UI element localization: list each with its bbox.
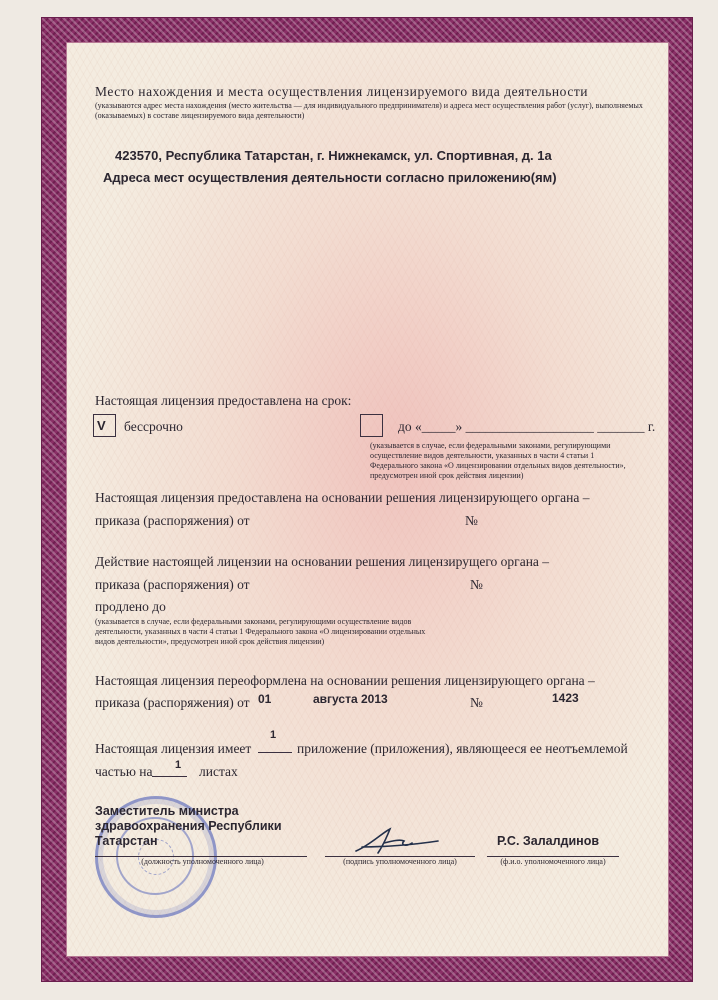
appendix-count-line	[258, 752, 292, 753]
checkbox-mark: V	[97, 418, 106, 433]
location-note: (указываются адрес места нахождения (место жительства — для индивидуального предпринимателя) и адреса мест осуществления работ (услуг), выполняемых (оказываемых) в составе лицензируемого вида деятельности)	[95, 101, 643, 120]
extension-note: (указывается в случае, если федеральными законами, регулирующими осуществление видов деятельности, указанных в части 4 статьи 1 Федерального закона «О лицензировании отдельных видов деятельности», предусмотрен иной срок действия лицензии)	[95, 617, 426, 646]
appendix-text-2: приложение (приложения), являющееся ее неотъемлемой	[297, 741, 628, 756]
appendix-text-3: частью на	[95, 764, 153, 779]
sheets-count-line	[152, 776, 187, 777]
address-line: 423570, Республика Татарстан, г. Нижнекамск, ул. Спортивная, д. 1а	[115, 148, 552, 163]
reissue-order-label: приказа (распоряжения) от	[95, 695, 250, 710]
location-heading: Место нахождения и места осуществления лицензируемого вида деятельности	[95, 84, 589, 99]
name-caption: (ф.и.о. уполномоченного лица)	[500, 857, 606, 866]
appendix-text-4: листах	[199, 764, 238, 779]
handwritten-signature	[352, 823, 442, 859]
reissue-line: Настоящая лицензия переоформлена на основании решения лицензирующего органа –	[95, 673, 595, 688]
sheets-count: 1	[175, 759, 182, 771]
until-checkbox	[360, 414, 383, 437]
reissue-month-year: августа 2013	[313, 692, 388, 706]
basis-order-label: приказа (распоряжения) от	[95, 513, 250, 528]
extended-until-label: продлено до	[95, 599, 166, 614]
unlimited-checkbox	[93, 414, 116, 437]
reissue-day: 01	[258, 692, 272, 706]
signature-caption: (подпись уполномоченного лица)	[343, 857, 457, 866]
term-note: (указывается в случае, если федеральными законами, регулирующими осуществление видов деятельности, указанных в части 4 статьи 1 Федерального закона «О лицензировании отдельных видов деятельности», предусмотрен иной срок действия лицензии)	[370, 441, 626, 480]
appendix-count: 1	[270, 729, 277, 741]
position-caption: (должность уполномоченного лица)	[141, 857, 264, 866]
reissue-number-label: №	[470, 695, 483, 710]
until-date-field: до «_____» ___________________ _______ г.	[398, 419, 656, 434]
unlimited-label: бессрочно	[124, 419, 183, 434]
appendix-text: Настоящая лицензия имеет	[95, 741, 252, 756]
extension-line: Действие настоящей лицензии на основании решения лицензирущего органа –	[95, 554, 550, 569]
extension-order-label: приказа (распоряжения) от	[95, 577, 250, 592]
term-heading: Настоящая лицензия предоставлена на срок:	[95, 393, 352, 408]
signatory-position: Заместитель министра здравоохранения Республики Татарстан	[95, 804, 282, 848]
signatory-name: Р.С. Залалдинов	[497, 834, 600, 848]
basis-line: Настоящая лицензия предоставлена на основании решения лицензирующего органа –	[95, 490, 590, 505]
activity-addresses-line: Адреса мест осуществления деятельности согласно приложению(ям)	[103, 170, 557, 185]
reissue-number: 1423	[552, 691, 579, 705]
extension-number-label: №	[470, 577, 483, 592]
basis-number-label: №	[465, 513, 478, 528]
